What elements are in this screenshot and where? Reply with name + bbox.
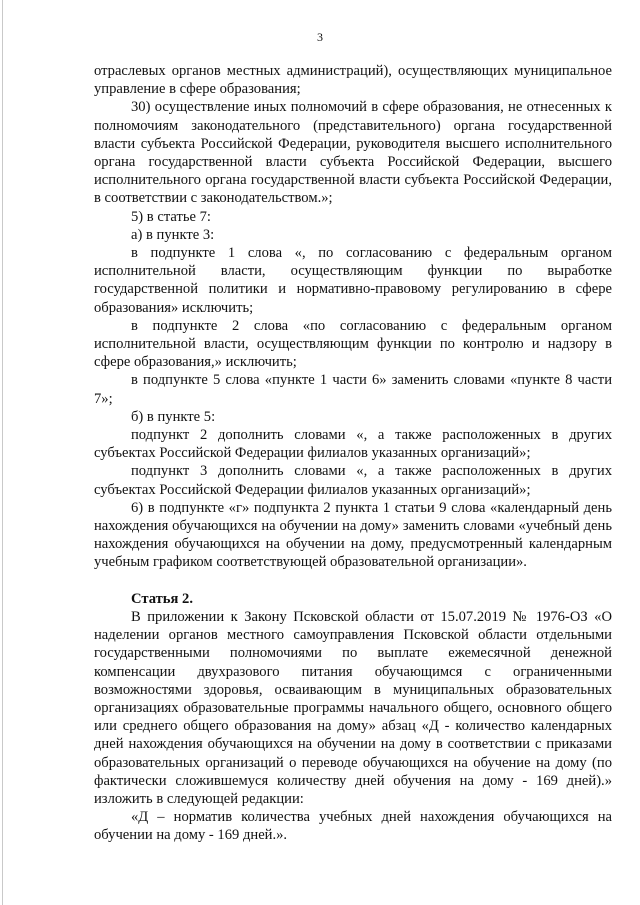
scan-edge-line	[2, 0, 3, 905]
paragraph-item-5: 5) в статье 7:	[131, 208, 211, 225]
paragraph-item-6: 6) в подпункте «г» подпункта 2 пункта 1 статьи 9 слова «календарный день нахождения обучающихся на обучении на дому» заменить словами «учебный день нахождения обучающихся на обучении на дому, предусмотренный календарным учебным графиком соответствующей образовательной организации».	[94, 499, 612, 571]
paragraph-subitem-2: в подпункте 2 слова «по согласованию с федеральным органом исполнительной власти, осуществляющим функции по контролю и надзору в сфере образования,» исключить;	[94, 317, 612, 371]
paragraph-subitem-1: в подпункте 1 слова «, по согласованию с федеральным органом исполнительной власти, осуществляющим функции по выработке государственной политики и нормативно-правовому регулированию в сфере образования» исключить;	[94, 245, 612, 316]
paragraph-continuation: отраслевых органов местных администраций), осуществляющих муниципальное управление в сфере образования;	[94, 63, 612, 98]
paragraph-subitem-2b: подпункт 2 дополнить словами «, а также расположенных в других субъектах Российской Федерации филиалов указанных организаций»;	[94, 427, 612, 462]
page-number: 3	[317, 30, 323, 44]
article-paragraph-2: «Д – норматив количества учебных дней нахождения обучающихся на обучении на дому - 169 дней.».	[94, 809, 612, 844]
paragraph-item-30: 30) осуществление иных полномочий в сфере образования, не отнесенных к полномочиям законодательного (представительного) органа государственной власти субъекта Российской Федерации, руководителя высшего исполнительного органа государственной власти субъекта Российской Федерации, высшего исполнительного органа государственной власти субъекта Российской Федерации, в соответствии с законодательством.»;	[94, 99, 612, 207]
paragraph-subitem-5: в подпункте 5 слова «пункте 1 части 6» заменить словами «пункте 8 части 7»;	[94, 372, 612, 407]
article-heading: Статья 2.	[131, 590, 193, 607]
article-paragraph-1: В приложении к Закону Псковской области от 15.07.2019 № 1976-ОЗ «О наделении органов местного самоуправления Псковской области отдельными государственными полномочиями по выплате ежемесячной денежной компенсации двухразового питания обучающимся с ограниченными возможностями здоровья, осваивающим в муниципальных образовательных организациях образовательные программы начального общего, основного общего или среднего общего образования на дому» абзац «Д - количество календарных дней нахождения обучающихся на обучении на дому в соответствии с приказами образовательных организаций о переводе обучающихся на обучение на дому (по фактически сложившемуся количеству дней обучения на дому - 169 дней).» изложить в следующей редакции:	[94, 608, 612, 807]
document-body	[94, 62, 612, 845]
paragraph-subitem-3b: подпункт 3 дополнить словами «, а также расположенных в других субъектах Российской Федерации филиалов указанных организаций»;	[94, 463, 612, 498]
paragraph-item-5b: б) в пункте 5:	[131, 408, 216, 425]
paragraph-item-5a: а) в пункте 3:	[131, 226, 215, 243]
